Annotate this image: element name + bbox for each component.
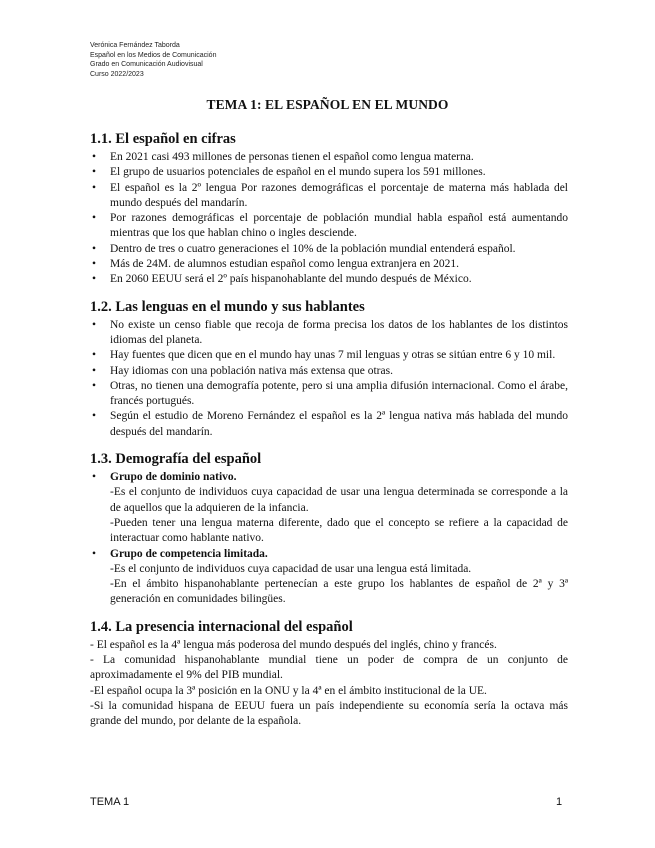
list-item-text: Dentro de tres o cuatro generaciones el 10% de la población mundial entenderá español. bbox=[110, 242, 516, 255]
list-item bbox=[90, 409, 568, 440]
list-item bbox=[90, 211, 568, 242]
header-line: Verónica Fernández Taborda bbox=[90, 42, 180, 49]
list-item bbox=[90, 272, 568, 287]
bullet-list bbox=[90, 318, 568, 440]
section-1-4 bbox=[90, 618, 568, 730]
bullet-icon: • bbox=[92, 242, 97, 255]
bullet-icon: • bbox=[92, 547, 97, 560]
group-label: Grupo de dominio nativo. bbox=[110, 471, 237, 484]
list-item bbox=[90, 470, 568, 485]
list-item bbox=[90, 181, 568, 212]
page-number: 1 bbox=[556, 796, 563, 808]
group-label: Grupo de competencia limitada. bbox=[110, 547, 268, 560]
document-title: TEMA 1: EL ESPAÑOL EN EL MUNDO bbox=[206, 97, 449, 112]
bullet-icon: • bbox=[92, 181, 97, 194]
author-header bbox=[90, 41, 216, 79]
list-item bbox=[90, 242, 568, 257]
paragraph: -El español ocupa la 3ª posición en la ONU y la 4ª en el ámbito institucional de la UE. bbox=[90, 684, 487, 697]
list-item bbox=[90, 547, 568, 562]
bullet-icon: • bbox=[92, 364, 97, 377]
group-line: -Es el conjunto de individuos cuya capacidad de usar una lengua está limitada. bbox=[110, 562, 472, 575]
footer-title: TEMA 1 bbox=[90, 796, 130, 808]
header-line: Español en los Medios de Comunicación bbox=[90, 51, 217, 59]
list-item bbox=[90, 318, 568, 349]
group-line: -En el ámbito hispanohablante pertenecían a este grupo los hablantes de español de 2ª y 3ª generación en comunidades bilingües. bbox=[110, 578, 568, 606]
list-item-text: Otras, no tienen una demografía potente, pero si una amplia difusión internacional. Como el árabe, francés portugués. bbox=[110, 379, 568, 408]
header-line: Grado en Comunicación Audiovisual bbox=[90, 61, 203, 69]
bullet-list bbox=[90, 150, 568, 288]
list-item bbox=[90, 348, 568, 363]
bullet-icon: • bbox=[92, 349, 97, 362]
section-1-3 bbox=[90, 450, 568, 608]
section-1-1 bbox=[90, 130, 568, 288]
list-item bbox=[90, 379, 568, 410]
group-line: -Es el conjunto de individuos cuya capacidad de usar una lengua determinada se corresponde a la de aquellos que la adquieren de la infancia. bbox=[110, 486, 568, 514]
section-heading: 1.2. Las lenguas en el mundo y sus hablantes bbox=[90, 298, 365, 315]
bullet-icon: • bbox=[92, 166, 97, 179]
bullet-icon: • bbox=[92, 379, 97, 392]
section-heading: 1.1. El español en cifras bbox=[90, 131, 236, 147]
paragraph: - El español es la 4ª lengua más poderosa del mundo después del inglés, chino y francés. bbox=[90, 638, 497, 651]
list-item-text: No existe un censo fiable que recoja de forma precisa los datos de los hablantes de los distintos idiomas del planeta. bbox=[110, 318, 568, 346]
bullet-icon: • bbox=[92, 410, 97, 423]
paragraph: - La comunidad hispanohablante mundial tiene un poder de compra de un conjunto de aproximadamente el 9% del PIB mundial. bbox=[90, 654, 568, 682]
list-item-text: En 2021 casi 493 millones de personas tienen el español como lengua materna. bbox=[110, 151, 474, 163]
bullet-icon: • bbox=[92, 258, 97, 271]
bullet-icon: • bbox=[92, 273, 97, 286]
list-item-text: Hay idiomas con una población nativa más extensa que otras. bbox=[110, 364, 393, 377]
paragraph: -Si la comunidad hispana de EEUU fuera un país independiente su economía sería la octava más grande del mundo, por delante de la española. bbox=[90, 699, 568, 728]
list-item bbox=[90, 257, 568, 272]
list-item-text: Según el estudio de Moreno Fernández el español es la 2ª lengua nativa más hablada del mundo después del mandarín. bbox=[110, 410, 568, 438]
header-line: Curso 2022/2023 bbox=[90, 70, 144, 78]
bullet-icon: • bbox=[92, 151, 97, 163]
bullet-icon: • bbox=[92, 471, 97, 484]
list-item-text: El grupo de usuarios potenciales de español en el mundo supera los 591 millones. bbox=[110, 166, 486, 179]
list-item-text: El español es la 2º lengua Por razones demográficas el porcentaje de materna más hablada del mundo después del mandarín. bbox=[110, 181, 568, 209]
section-heading: 1.4. La presencia internacional del español bbox=[90, 618, 353, 635]
bullet-list bbox=[90, 547, 568, 562]
list-item bbox=[90, 165, 568, 180]
document-body bbox=[90, 130, 568, 740]
list-item-text: En 2060 EEUU será el 2º país hispanohablante del mundo después de México. bbox=[110, 273, 472, 286]
group-line: -Pueden tener una lengua materna diferente, dado que el concepto se refiere a la capacidad de interactuar como hablante nativo. bbox=[110, 516, 568, 545]
section-1-2 bbox=[90, 298, 568, 440]
list-item bbox=[90, 150, 568, 165]
list-item bbox=[90, 364, 568, 379]
list-item-text: Por razones demográficas el porcentaje de población mundial habla español está aumentando mientras que los que hablan chino o ingles desciende. bbox=[110, 212, 568, 240]
bullet-icon: • bbox=[92, 212, 97, 225]
section-heading: 1.3. Demografía del español bbox=[90, 451, 262, 468]
bullet-list bbox=[90, 470, 568, 485]
bullet-icon: • bbox=[92, 318, 97, 331]
list-item-text: Más de 24M. de alumnos estudian español como lengua extranjera en 2021. bbox=[110, 258, 460, 271]
list-item-text: Hay fuentes que dicen que en el mundo hay unas 7 mil lenguas y otras se sitúan entre 6 y 10 mil. bbox=[110, 349, 556, 362]
